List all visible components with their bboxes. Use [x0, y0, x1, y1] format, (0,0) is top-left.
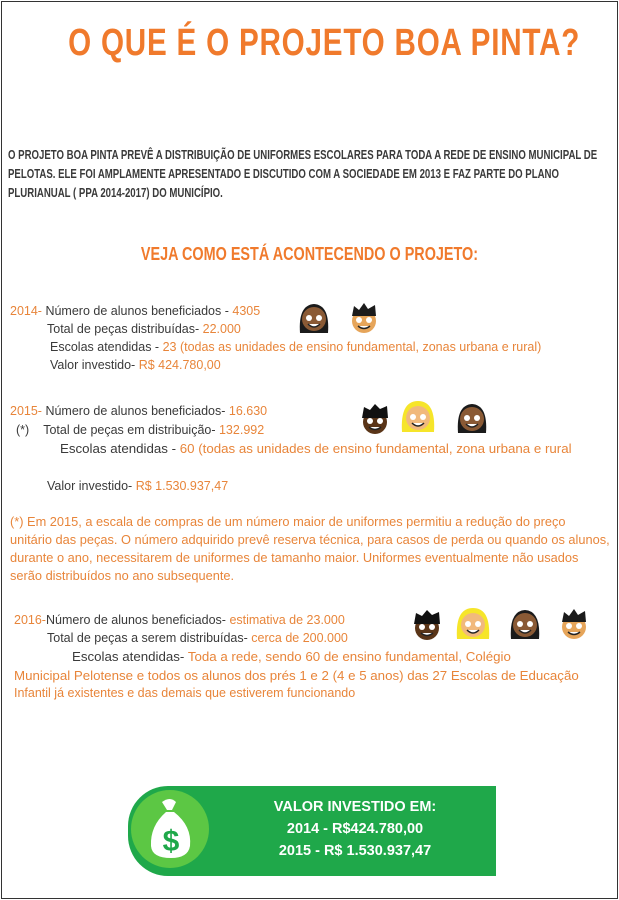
- value: R$ 424.780,00: [138, 358, 221, 372]
- y2014-pecas: [47, 322, 241, 336]
- label: Total de peças distribuídas-: [47, 322, 203, 336]
- child-face-icon: [556, 606, 592, 642]
- value: 16.630: [228, 404, 268, 418]
- year-label: 2016-: [14, 613, 46, 627]
- label: Valor investido-: [50, 358, 139, 372]
- child-face-icon: [507, 605, 543, 641]
- year-label: 2014-: [10, 304, 42, 318]
- y2014-escolas: [50, 340, 541, 354]
- value: 60 (todas as unidades de ensino fundamental, zona urbana e rural: [179, 441, 572, 456]
- y2014-valor: [50, 358, 221, 372]
- y2016-escolas-cont2: Infantil já existentes e das demais que estiverem funcionando: [14, 686, 356, 700]
- label: Número de alunos beneficiados-: [45, 613, 230, 627]
- y2016-escolas: [72, 649, 511, 664]
- child-face-icon: [346, 300, 382, 336]
- money-bag-icon: [148, 796, 194, 860]
- value: cerca de 200.000: [251, 631, 348, 645]
- footnote: (*) Em 2015, a escala de compras de um número maior de uniformes permitiu a redução do preço unitário das peças. O número adquirido prevê reserva técnica, para casos de perda ou quando os alunos, durante o ano, necessitarem de uniformes de tamanho maior. Uniformes eventualmente não usados serão distribuídos no ano subsequente.: [10, 514, 610, 583]
- y2015-pecas: [16, 423, 264, 437]
- child-face-icon: [400, 398, 436, 434]
- page-title: O QUE É O PROJETO BOA PINTA?: [68, 22, 581, 64]
- child-face-icon: [409, 607, 445, 643]
- svg-text:$: $: [162, 825, 180, 858]
- y2015-escolas: [60, 441, 572, 456]
- asterisk: (*): [16, 423, 30, 437]
- child-face-icon: [454, 399, 490, 435]
- label: Número de alunos beneficiados-: [41, 404, 229, 418]
- label: Valor investido-: [47, 479, 136, 493]
- summary-2015: 2015 - R$ 1.530.937,47: [278, 843, 432, 859]
- value: 4305: [232, 304, 261, 318]
- value: R$ 1.530.937,47: [135, 479, 229, 493]
- value: 132.992: [218, 423, 265, 437]
- summary-2014: 2014 - R$424.780,00: [286, 821, 424, 837]
- summary-text: [220, 796, 490, 862]
- label: Total de peças a serem distribuídas-: [47, 631, 252, 645]
- label: Total de peças em distribuição-: [43, 423, 219, 437]
- summary-heading: VALOR INVESTIDO EM:: [273, 799, 437, 815]
- value: 23 (todas as unidades de ensino fundamental, zonas urbana e rural): [162, 340, 542, 354]
- value: Toda a rede, sendo 60 de ensino fundamental, Colégio: [187, 649, 511, 664]
- intro-paragraph: O PROJETO BOA PINTA PREVÊ A DISTRIBUIÇÃO DE UNIFORMES ESCOLARES PARA TODA A REDE DE ENSINO MUNICIPAL DE PELOTAS. ELE FOI AMPLAMENTE APRESENTADO E DISCUTIDO COM A SOCIEDADE EM 2013 E FAZ PARTE DO PLANO PLURIANUAL ( PPA 2014-2017) DO MUNICÍPIO.: [8, 148, 598, 200]
- y2016-pecas: [47, 631, 348, 645]
- child-face-icon: [357, 401, 393, 437]
- y2016-alunos: [14, 613, 345, 627]
- child-face-icon: [455, 605, 491, 641]
- label: Número de alunos beneficiados -: [41, 304, 233, 318]
- label: Escolas atendidas -: [50, 340, 163, 354]
- label: Escolas atendidas-: [72, 649, 188, 664]
- y2016-escolas-cont: Municipal Pelotense e todos os alunos dos prés 1 e 2 (4 e 5 anos) das 27 Escolas de Educação: [14, 668, 579, 683]
- y2015-valor: [47, 479, 228, 493]
- section-subtitle: VEJA COMO ESTÁ ACONTECENDO O PROJETO:: [140, 244, 479, 264]
- label: Escolas atendidas -: [60, 441, 180, 456]
- value: estimativa de 23.000: [229, 613, 345, 627]
- y2015-alunos: [10, 404, 267, 418]
- y2014-alunos: [10, 304, 260, 318]
- child-face-icon: [296, 299, 332, 335]
- value: 22.000: [202, 322, 241, 336]
- year-label: 2015-: [10, 404, 42, 418]
